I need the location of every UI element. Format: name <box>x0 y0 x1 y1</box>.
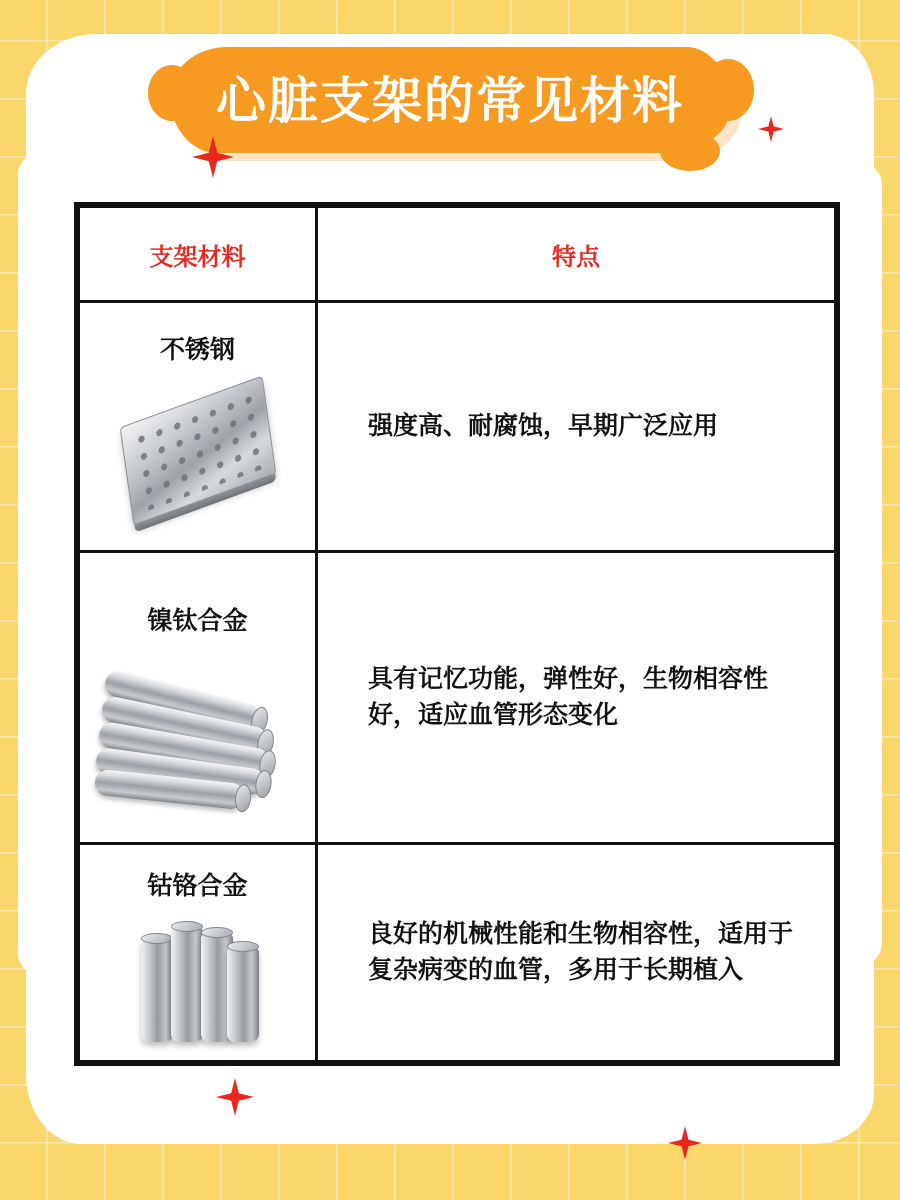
rod <box>227 946 259 1042</box>
nitinol-rods-image <box>86 647 309 797</box>
page-title: 心脏支架的常见材料 <box>216 73 684 129</box>
cobalt-rod-bundle <box>123 912 273 1042</box>
table-row <box>79 552 836 844</box>
table-row <box>79 302 836 552</box>
plate-holes <box>131 389 264 512</box>
feature-cell-stainless-steel: 强度高、耐腐蚀，早期广泛应用 <box>317 302 836 552</box>
title-blob-nub-right <box>702 59 754 121</box>
materials-table <box>74 202 840 1066</box>
material-cell-nitinol <box>79 552 317 844</box>
table-header-row <box>79 207 836 302</box>
steel-plate-shape <box>119 375 276 526</box>
feature-cell-nitinol: 具有记忆功能，弹性好，生物相容性好，适应血管形态变化 <box>317 552 836 844</box>
title-blob-shape <box>170 47 730 153</box>
table-row <box>79 844 836 1062</box>
feature-cell-cobalt-chrome: 良好的机械性能和生物相容性，适用于复杂病变的血管，多用于长期植入 <box>317 844 836 1062</box>
material-name: 钴铬合金 <box>147 871 248 900</box>
title-banner <box>0 44 900 156</box>
perforated-steel-plate-image <box>86 376 309 526</box>
header-cell-material: 支架材料 <box>79 207 317 302</box>
title-blob-nub-left <box>148 65 196 121</box>
rod <box>141 938 173 1042</box>
header-cell-feature: 特点 <box>317 207 836 302</box>
material-cell-cobalt-chrome <box>79 844 317 1062</box>
material-name: 镍钛合金 <box>147 606 248 635</box>
material-cell-stainless-steel <box>79 302 317 552</box>
cobalt-chrome-rods-image <box>86 912 309 1042</box>
material-name: 不锈钢 <box>159 335 235 364</box>
nitinol-rod-bundle <box>100 653 294 790</box>
title-blob-nub-bottom <box>660 131 720 171</box>
rod <box>171 926 203 1042</box>
